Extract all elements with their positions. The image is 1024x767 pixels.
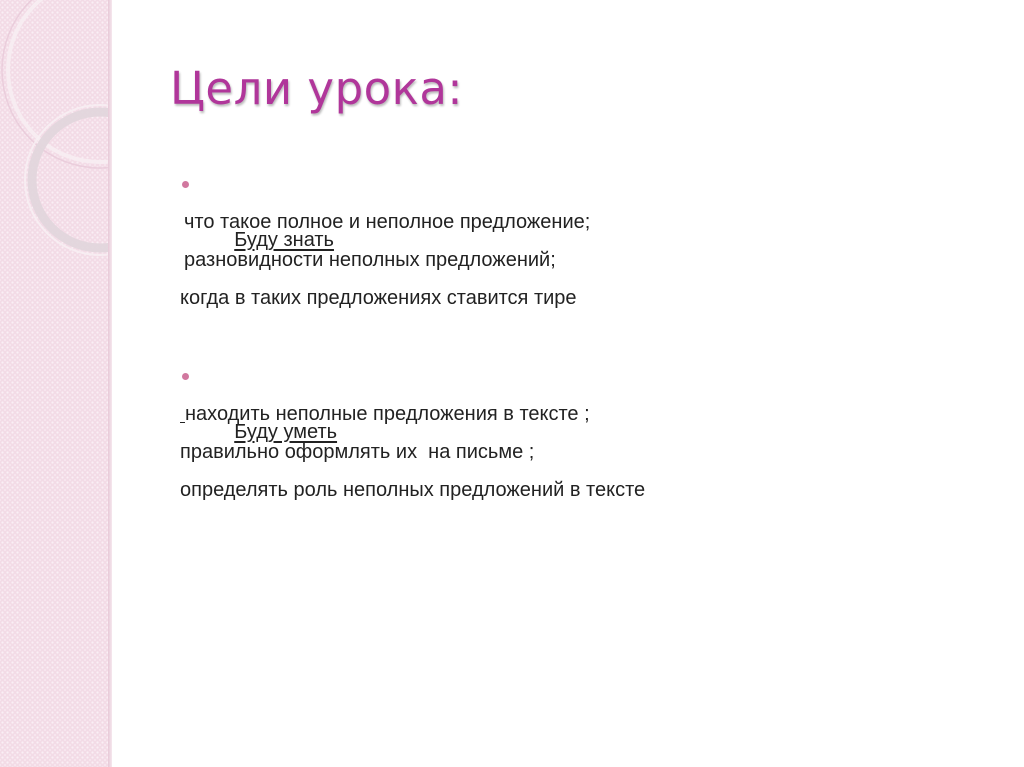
- list-item: определять роль неполных предложений в тексте: [180, 479, 646, 501]
- list-item: разновидности неполных предложений;: [184, 249, 556, 271]
- slide-content: [180, 170, 980, 514]
- list-item: правильно оформлять их на письме ;: [180, 441, 535, 463]
- list-item-text: находить неполные предложения в тексте ;: [185, 403, 590, 425]
- band-edge-divider: [108, 0, 112, 767]
- list-item: что такое полное и неполное предложение;: [184, 211, 591, 233]
- section-heading-text: Буду знать: [234, 229, 334, 251]
- section-spacer: [180, 322, 980, 362]
- decorative-side-band: [0, 0, 112, 767]
- decorative-rings: [0, 0, 112, 767]
- slide-title: Цели урока:: [170, 62, 464, 115]
- bullet-icon: [182, 373, 189, 380]
- section-heading-text: Буду уметь: [234, 421, 338, 443]
- list-item: когда в таких предложениях ставится тире: [180, 287, 577, 309]
- bullet-icon: [182, 181, 189, 188]
